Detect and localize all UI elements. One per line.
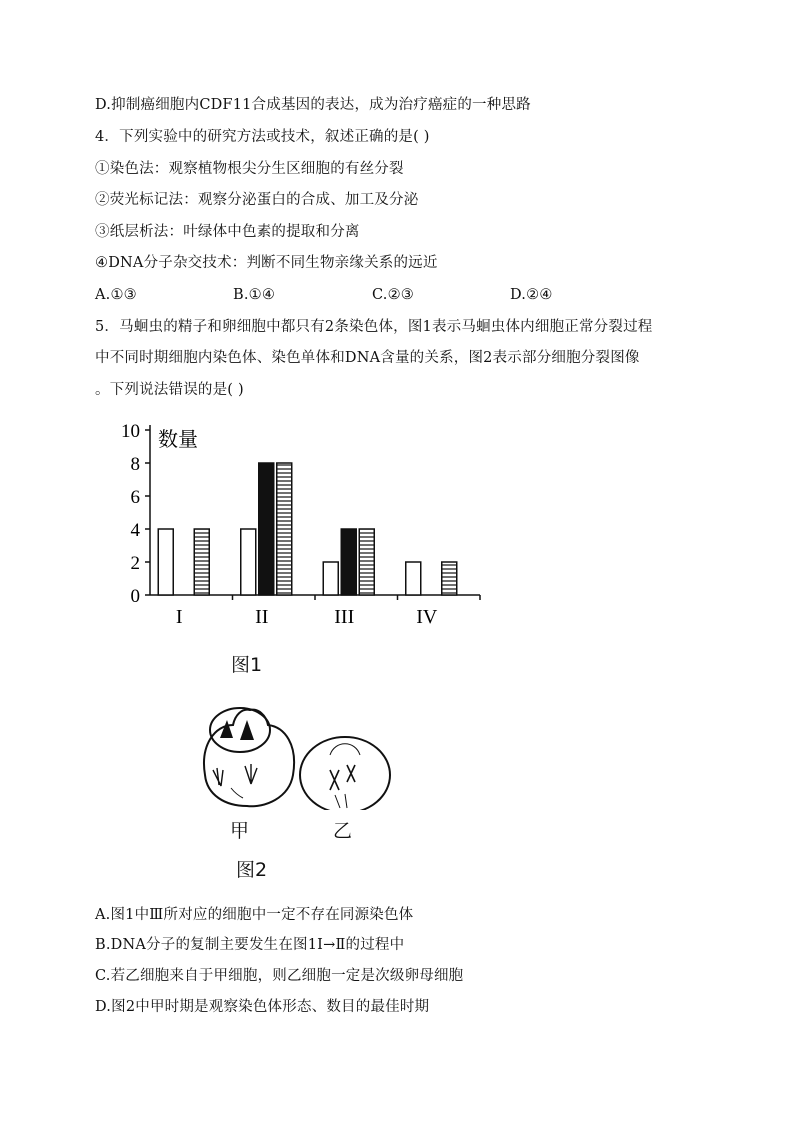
y-tick-label: 8 [130,454,140,475]
cell-a-drawing [204,708,294,806]
y-tick-label: 2 [130,553,140,574]
y-tick-label: 0 [130,586,140,607]
x-tick-label: III [334,606,355,628]
bar-white [323,562,338,595]
figure-1-caption: 图1 [231,654,263,676]
question-4-item-4: ④DNA分子杂交技术：判断不同生物亲缘关系的远近 [95,255,438,271]
question-4-stem: 4．下列实验中的研究方法或技术，叙述正确的是( ) [95,129,430,145]
figure-2-cells [195,700,395,840]
figure-2-caption: 图2 [236,859,268,881]
option-d-prev: D.抑制癌细胞内CDF11合成基因的表达，成为治疗癌症的一种思路 [95,97,531,113]
figure-1-chart [95,415,515,655]
y-tick-label: 10 [121,421,140,442]
bar-striped [442,562,457,595]
x-tick-label: I [175,606,183,628]
y-tick-label: 6 [130,487,140,508]
question-5-option-b: B.DNA分子的复制主要发生在图1Ⅰ→Ⅱ的过程中 [95,937,405,953]
question-4-item-2: ②荧光标记法：观察分泌蛋白的合成、加工及分泌 [95,192,419,208]
question-4-item-3: ③纸层析法：叶绿体中色素的提取和分离 [95,224,360,240]
question-4-option-d: D.②④ [510,287,553,303]
question-5-option-c: C.若乙细胞来自于甲细胞，则乙细胞一定是次级卵母细胞 [95,968,464,984]
bar-white [158,529,173,595]
cell-b-drawing [300,737,390,810]
bar-striped [359,529,374,595]
bar-chart [95,415,515,655]
question-5-stem-line-1: 5．马蛔虫的精子和卵细胞中都只有2条染色体，图1表示马蛔虫体内细胞正常分裂过程 [95,319,653,335]
y-tick-label: 4 [130,520,140,541]
question-4-option-a: A.①③ [95,287,137,303]
bar-white [406,562,421,595]
cell-a-label: 甲 [230,820,250,842]
bar-striped [194,529,209,595]
question-4-option-c: C.②③ [372,287,414,303]
question-4-option-b: B.①④ [233,287,276,303]
bar-black [341,529,356,595]
y-axis-label: 数量 [158,427,198,451]
question-5-stem-line-2: 中不同时期细胞内染色体、染色单体和DNA含量的关系，图2表示部分细胞分裂图像 [95,350,640,366]
question-5-option-a: A.图1中Ⅲ所对应的细胞中一定不存在同源染色体 [95,907,414,923]
question-4-item-1: ①染色法：观察植物根尖分生区细胞的有丝分裂 [95,161,404,177]
bar-white [241,529,256,595]
bar-striped [277,463,292,595]
question-5-stem-line-3: 。下列说法错误的是( ) [95,382,244,398]
question-5-option-d: D.图2中甲时期是观察染色体形态、数目的最佳时期 [95,999,430,1015]
bar-black [259,463,274,595]
x-tick-label: II [255,606,269,628]
cell-b-label: 乙 [333,820,353,842]
x-tick-label: IV [416,606,438,628]
cell-division-drawing [195,700,395,810]
